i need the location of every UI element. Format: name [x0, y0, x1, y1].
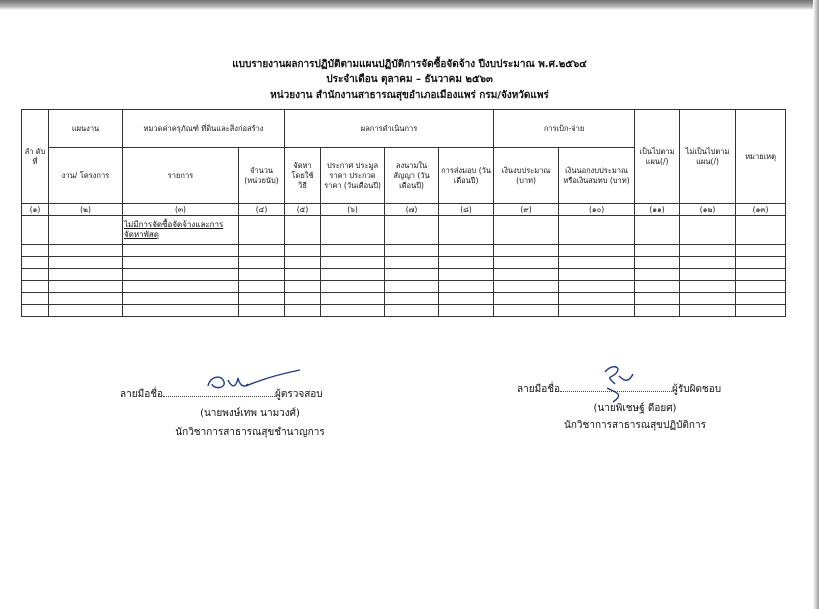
column-number: (๑๐) [559, 204, 635, 216]
signature-role: ผู้ตรวจสอบ [275, 389, 323, 400]
subheader-method: จัดหา โดยใช้ วิธี [285, 148, 321, 204]
column-number: (๙) [494, 204, 559, 216]
table-row [22, 293, 786, 305]
column-number: (๔) [239, 204, 285, 216]
table-row [22, 216, 786, 245]
table-row [22, 245, 786, 257]
signature-label: ลายมือชื่อ [120, 389, 163, 400]
header-plan: แผนงาน [49, 110, 123, 148]
subheader-off-budget: เงินนอกงบประมาณ หรือเงินสมทบ (บาท) [559, 148, 635, 204]
left-signer-position: นักวิชาการสาธารณสุขชำนาญการ [175, 427, 325, 438]
column-number: (๗) [385, 204, 439, 216]
column-number: (๖) [321, 204, 385, 216]
column-number: (๑๑) [635, 204, 680, 216]
subheader-quantity: จำนวน (หน่วยนับ) [239, 148, 285, 204]
header-progress: ผลการดำเนินการ [285, 110, 494, 148]
header-category: หมวดค่าครุภัณฑ์ ที่ดินและสิ่งก่อสร้าง [123, 110, 285, 148]
table-row [22, 269, 786, 281]
subheader-delivery: การส่งมอบ (วันเดือนปี) [439, 148, 494, 204]
header-disbursement: การเบิก-จ่าย [494, 110, 635, 148]
table-row [22, 305, 786, 317]
subheader-item: รายการ [123, 148, 239, 204]
column-number: (๒) [49, 204, 123, 216]
report-agency: หน่วยงาน สำนักงานสาธารณสุขอำเภอเมืองแพร่ กรม/จังหวัดแพร่ [270, 90, 549, 101]
subheader-announce: ประกาศ ประมูลราคา ประกวดราคา (วันเดือนปี) [321, 148, 385, 204]
column-number: (๕) [285, 204, 321, 216]
left-signer-name: (นายพงษ์เทพ นามวงศ์) [200, 408, 300, 419]
header-remark: หมายเหตุ [736, 110, 786, 204]
right-signer-position: นักวิชาการสาธารณสุขปฏิบัติการ [564, 420, 706, 431]
column-number-row [22, 204, 786, 216]
header-as-planned: เป็นไปตาม แผน(/) [635, 110, 680, 204]
table-row [22, 257, 786, 269]
no-procurement-note: ไม่มีการจัดซื้อจัดจ้างและการจัดหาพัสดุ [123, 216, 239, 245]
subheader-contract: ลงนามใน สัญญา (วันเดือนปี) [385, 148, 439, 204]
report-period: ประจำเดือน ตุลาคม – ธันวาคม ๒๕๖๓ [326, 74, 493, 85]
column-number: (๑๓) [736, 204, 786, 216]
signature-role: ผู้รับผิดชอบ [672, 384, 722, 395]
signature-label: ลายมือชื่อ [517, 384, 560, 395]
procurement-report-table [21, 109, 786, 317]
column-number: (๓) [123, 204, 239, 216]
column-number: (๑๒) [680, 204, 736, 216]
column-number: (๘) [439, 204, 494, 216]
report-title: แบบรายงานผลการปฏิบัติตามแผนปฏิบัติการจัดซื้อจัดจ้าง ปีงบประมาณ พ.ศ.๒๕๖๔ [232, 59, 587, 70]
subheader-project: งาน/ โครงการ [49, 148, 123, 204]
header-seq: ลำ ดับที่ [22, 110, 49, 204]
right-signer-name: (นายพิเชษฐ์ ดีอยศ) [593, 403, 677, 414]
scan-top-edge [0, 0, 819, 10]
header-not-as-planned: ไม่เป็นไปตาม แผน(/) [680, 110, 736, 204]
left-handwritten-signature [200, 366, 310, 396]
subheader-budget: เงินงบประมาณ (บาท) [494, 148, 559, 204]
table-row [22, 281, 786, 293]
column-number: (๑) [22, 204, 49, 216]
